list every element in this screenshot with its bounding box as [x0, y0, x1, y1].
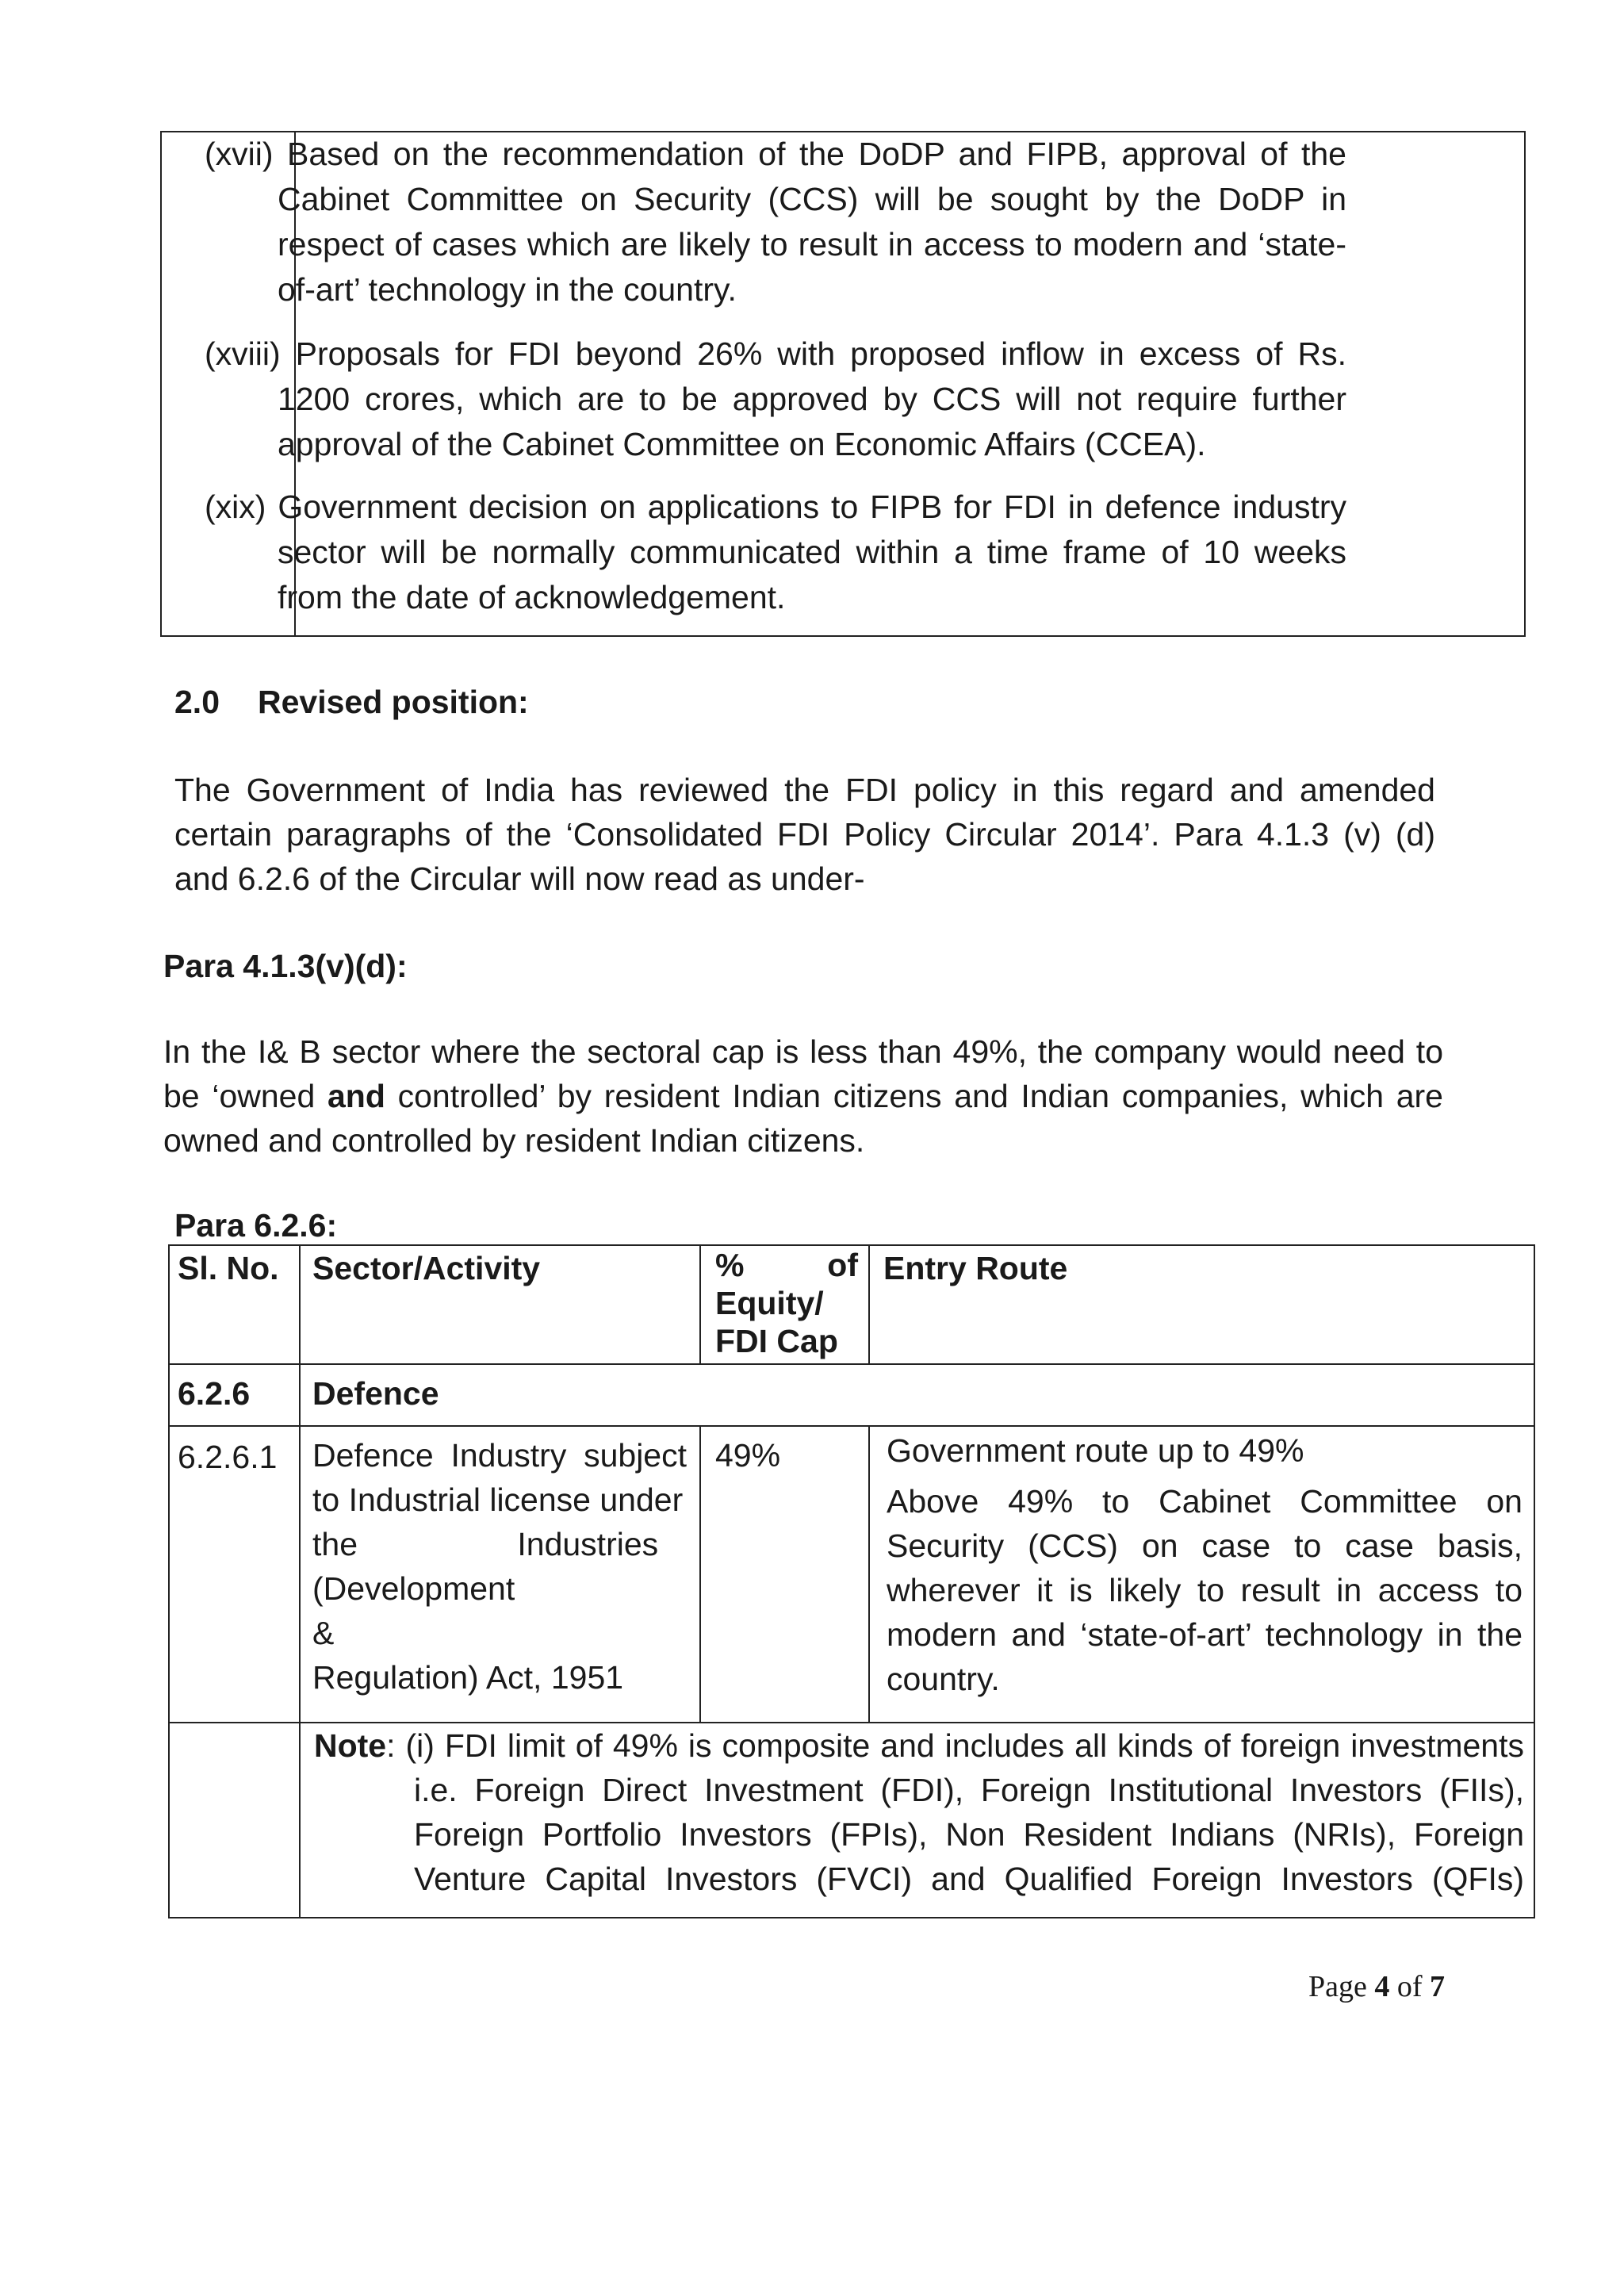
- header-route: Entry Route: [883, 1250, 1068, 1286]
- bold-text: and: [327, 1078, 385, 1114]
- section-row-title: Defence: [312, 1375, 439, 1412]
- item-text: Based on the recommendation of the DoDP and FIPB, approval of the: [287, 136, 1346, 172]
- header-text: FDI Cap: [715, 1323, 838, 1359]
- item-text: approval of the Cabinet Committee on Economic Affairs (CCEA).: [278, 426, 1206, 462]
- cell-line: the Industries: [312, 1526, 659, 1562]
- table-rule: [168, 1363, 1535, 1365]
- header-equity: [715, 1246, 858, 1360]
- cell-line: Government route up to 49%: [887, 1432, 1304, 1469]
- page-number: [1308, 1969, 1445, 2004]
- note-first-line: [314, 1723, 1524, 1768]
- paragraph-line: and 6.2.6 of the Circular will now read as under-: [174, 861, 865, 897]
- table-rule: [168, 1425, 1535, 1427]
- item-text: Government decision on applications to FIPB for FDI in defence industry: [278, 489, 1346, 525]
- cell-line: Above 49% to Cabinet Committee on: [887, 1483, 1522, 1520]
- cell-line: (Development &: [312, 1570, 515, 1651]
- list-item-xvii: [205, 132, 1346, 312]
- section-number: 2.0: [174, 684, 220, 720]
- section-title: Revised position:: [258, 684, 529, 720]
- para-heading: Para 4.1.3(v)(d):: [163, 948, 408, 984]
- paragraph-line: owned and controlled by resident Indian citizens.: [163, 1122, 865, 1159]
- table-rule: [699, 1244, 701, 1363]
- cell-line: Regulation) Act, 1951: [312, 1659, 624, 1696]
- item-number: (xviii): [205, 335, 281, 372]
- para-heading: Para 6.2.6:: [174, 1207, 338, 1244]
- header-text: of: [827, 1247, 858, 1283]
- paragraph-line: The Government of India has reviewed the FDI policy in this regard and amended: [174, 772, 1435, 808]
- row-cap: 49%: [715, 1437, 781, 1474]
- page-total: 7: [1430, 1970, 1445, 2003]
- item-number: (xvii): [205, 136, 274, 172]
- table-rule: [1534, 1244, 1535, 1918]
- table-rule: [168, 1917, 1535, 1918]
- item-text: respect of cases which are likely to result in access to modern and ‘state-: [278, 226, 1346, 263]
- table-rule: [868, 1425, 870, 1722]
- note-line: Venture Capital Investors (FVCI) and Qualified Foreign Investors (QFIs): [414, 1861, 1524, 1897]
- sector-table: [168, 1244, 1535, 1918]
- header-sl-no: Sl. No.: [178, 1250, 279, 1286]
- item-number: (xix): [205, 489, 266, 525]
- section-row-number: 6.2.6: [178, 1375, 251, 1412]
- intro-paragraph: [174, 768, 1435, 901]
- cell-line: wherever it is likely to result in access to: [887, 1572, 1522, 1608]
- list-item-xviii: [205, 332, 1346, 467]
- row-route: [887, 1428, 1522, 1701]
- text-run: controlled’ by resident Indian citizens and Indian companies, which are: [385, 1078, 1443, 1114]
- table-rule: [699, 1425, 701, 1722]
- header-sector: Sector/Activity: [312, 1250, 541, 1286]
- table-rule: [168, 1244, 170, 1918]
- note-line: i.e. Foreign Direct Investment (FDI), Foreign Institutional Investors (FIIs),: [414, 1772, 1524, 1808]
- text-run: be ‘owned: [163, 1078, 327, 1114]
- note-text: : (i) FDI limit of 49% is composite and includes all kinds of foreign investments: [386, 1727, 1524, 1764]
- item-text: of-art’ technology in the country.: [278, 271, 737, 308]
- cell-line: Defence Industry subject: [312, 1437, 687, 1474]
- page-prefix: Page: [1308, 1970, 1375, 2003]
- page-current: 4: [1374, 1970, 1390, 2003]
- list-item-xix: [205, 485, 1346, 620]
- page-middle: of: [1389, 1970, 1430, 2003]
- cell-line: Security (CCS) on case to case basis,: [887, 1527, 1522, 1564]
- item-text: 1200 crores, which are to be approved by CCS will not require further: [278, 381, 1346, 417]
- header-text: Equity/: [715, 1285, 824, 1321]
- paragraph-line: certain paragraphs of the ‘Consolidated FDI Policy Circular 2014’. Para 4.1.3 (v) (d): [174, 816, 1435, 853]
- paragraph-line: In the I& B sector where the sectoral cap is less than 49%, the company would need to: [163, 1033, 1443, 1070]
- note-label: Note: [314, 1727, 387, 1764]
- table-rule: [299, 1244, 301, 1918]
- item-text: Cabinet Committee on Security (CCS) will be sought by the DoDP in: [278, 181, 1346, 217]
- note-line: Foreign Portfolio Investors (FPIs), Non Resident Indians (NRIs), Foreign: [414, 1816, 1524, 1853]
- cell-line: modern and ‘state-of-art’ technology in the: [887, 1616, 1522, 1653]
- note-block: [314, 1723, 1524, 1901]
- table-rule: [868, 1244, 870, 1363]
- paragraph-line: [163, 1074, 1443, 1118]
- header-text: %: [715, 1247, 745, 1283]
- para-413-body: [163, 1029, 1443, 1163]
- row-number: 6.2.6.1: [178, 1439, 278, 1475]
- item-text: sector will be normally communicated within a time frame of 10 weeks: [278, 534, 1346, 570]
- cell-line: to Industrial license under: [312, 1481, 684, 1518]
- item-text: Proposals for FDI beyond 26% with proposed inflow in excess of Rs.: [295, 335, 1346, 372]
- cell-line: country.: [887, 1661, 1000, 1697]
- item-text: from the date of acknowledgement.: [278, 579, 786, 615]
- row-sector: [312, 1433, 687, 1700]
